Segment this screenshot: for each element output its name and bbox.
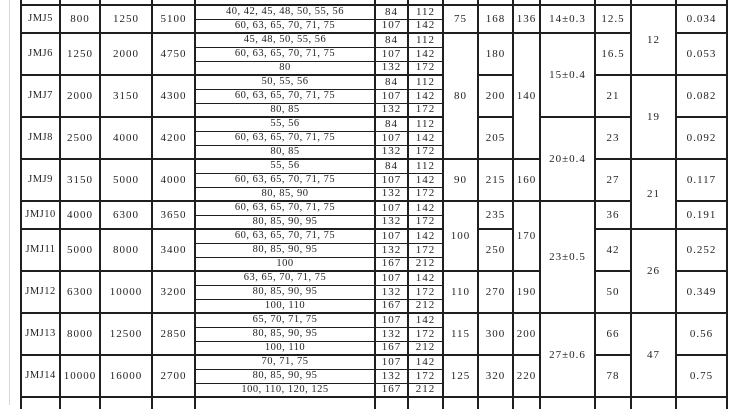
bore-a-cell: 132 — [375, 243, 408, 257]
diameter-list-cell: 100, 110, 120, 125 — [195, 383, 375, 397]
col-f-cell: 21 — [631, 159, 676, 229]
bore-b-cell: 142 — [408, 173, 443, 187]
col-g-cell: 0.191 — [676, 201, 727, 229]
bore-a-cell: 107 — [375, 229, 408, 243]
col2-cell: 5000 — [60, 229, 100, 271]
bore-a-cell: 107 — [375, 313, 408, 327]
diameter-list-cell: 65, 70, 71, 75 — [195, 313, 375, 327]
bore-a-cell: 107 — [375, 173, 408, 187]
col3-cell: 10000 — [100, 271, 152, 313]
col2-cell: 800 — [60, 5, 100, 33]
spec-row-JMJ9-sub1 — [21, 159, 727, 173]
col-e-cell: 27 — [595, 159, 631, 201]
bore-b-cell: 212 — [408, 299, 443, 313]
bore-a-cell: 107 — [375, 355, 408, 369]
bore-a-cell: 107 — [375, 131, 408, 145]
diameter-list-cell: 80, 85, 90, 95 — [195, 285, 375, 299]
diameter-list-cell: 60, 63, 65, 70, 71, 75 — [195, 173, 375, 187]
col-b-cell: 320 — [478, 355, 513, 397]
col-b-cell: 180 — [478, 33, 513, 75]
bore-a-cell: 84 — [375, 159, 408, 173]
tolerance-cell: 27±0.6 — [540, 313, 595, 397]
col-c-cell: 136 — [513, 5, 540, 33]
col-g-cell: 0.349 — [676, 271, 727, 313]
bore-b-cell: 142 — [408, 271, 443, 285]
col-a-cell: 125 — [443, 355, 478, 397]
model-cell: JMJ6 — [21, 33, 60, 75]
col-a-cell: 90 — [443, 159, 478, 201]
bore-b-cell: 142 — [408, 201, 443, 215]
col3-cell: 5000 — [100, 159, 152, 201]
col-e-cell: 21 — [595, 75, 631, 117]
bore-a-cell: 132 — [375, 215, 408, 229]
bore-a-cell: 132 — [375, 103, 408, 117]
col-a-cell: 80 — [443, 33, 478, 159]
bore-b-cell: 142 — [408, 229, 443, 243]
col-g-cell: 0.092 — [676, 117, 727, 159]
spec-row-JMJ10-sub1 — [21, 201, 727, 215]
bore-b-cell: 212 — [408, 341, 443, 355]
scan-artifact-line — [9, 0, 10, 405]
model-cell: JMJ5 — [21, 5, 60, 33]
col-f-cell: 47 — [631, 313, 676, 397]
bore-b-cell: 172 — [408, 285, 443, 299]
col-g-cell: 0.75 — [676, 355, 727, 397]
model-cell: JMJ8 — [21, 117, 60, 159]
col-e-cell: 42 — [595, 229, 631, 271]
diameter-list-cell: 55, 56 — [195, 159, 375, 173]
col3-cell: 3150 — [100, 75, 152, 117]
col-f-cell: 19 — [631, 75, 676, 159]
col-b-cell: 235 — [478, 201, 513, 229]
col2-cell: 1250 — [60, 33, 100, 75]
col4-cell: 4000 — [152, 159, 195, 201]
bore-a-cell: 107 — [375, 271, 408, 285]
col4-cell: 2850 — [152, 313, 195, 355]
diameter-list-cell: 45, 48, 50, 55, 56 — [195, 33, 375, 47]
bore-a-cell: 132 — [375, 61, 408, 75]
model-cell: JMJ12 — [21, 271, 60, 313]
col-c-cell: 200 — [513, 313, 540, 355]
col-b-cell: 215 — [478, 159, 513, 201]
diameter-list-cell: 60, 63, 65, 70, 71, 75 — [195, 201, 375, 215]
bore-b-cell: 172 — [408, 103, 443, 117]
partial-cell — [513, 397, 540, 409]
spec-row-JMJ14-sub1 — [21, 355, 727, 369]
col-b-cell: 270 — [478, 271, 513, 313]
spec-row-JMJ12-sub1 — [21, 271, 727, 285]
col-g-cell: 0.034 — [676, 5, 727, 33]
tolerance-cell: 15±0.4 — [540, 33, 595, 117]
partial-cell — [60, 397, 100, 409]
bore-b-cell: 112 — [408, 159, 443, 173]
col-b-cell: 205 — [478, 117, 513, 159]
diameter-list-cell: 55, 56 — [195, 117, 375, 131]
partial-cell — [595, 397, 631, 409]
coupling-spec-table — [20, 0, 728, 409]
col-b-cell: 200 — [478, 75, 513, 117]
col-a-cell: 100 — [443, 201, 478, 271]
diameter-list-cell: 63, 65, 70, 71, 75 — [195, 271, 375, 285]
col-g-cell: 0.053 — [676, 33, 727, 75]
col-e-cell: 16.5 — [595, 33, 631, 75]
bore-b-cell: 172 — [408, 187, 443, 201]
bore-b-cell: 212 — [408, 257, 443, 271]
col3-cell: 1250 — [100, 5, 152, 33]
bore-b-cell: 212 — [408, 383, 443, 397]
col-g-cell: 0.56 — [676, 313, 727, 355]
bore-a-cell: 84 — [375, 33, 408, 47]
bore-b-cell: 112 — [408, 117, 443, 131]
col-e-cell: 23 — [595, 117, 631, 159]
bottom-partial-row — [21, 397, 727, 409]
col2-cell: 8000 — [60, 313, 100, 355]
partial-cell — [21, 397, 60, 409]
col-g-cell: 0.252 — [676, 229, 727, 271]
diameter-list-cell: 80, 85, 90, 95 — [195, 215, 375, 229]
diameter-list-cell: 80, 85, 90, 95 — [195, 243, 375, 257]
col2-cell: 2500 — [60, 117, 100, 159]
bore-a-cell: 84 — [375, 75, 408, 89]
col-e-cell: 78 — [595, 355, 631, 397]
col-a-cell: 75 — [443, 5, 478, 33]
diameter-list-cell: 80, 85, 90, 95 — [195, 369, 375, 383]
diameter-list-cell: 100 — [195, 257, 375, 271]
bore-b-cell: 172 — [408, 243, 443, 257]
col-f-cell: 12 — [631, 5, 676, 75]
diameter-list-cell: 60, 63, 65, 70, 71, 75 — [195, 19, 375, 33]
diameter-list-cell: 70, 71, 75 — [195, 355, 375, 369]
bore-a-cell: 167 — [375, 383, 408, 397]
col-c-cell: 220 — [513, 355, 540, 397]
col-c-cell: 140 — [513, 33, 540, 159]
col3-cell: 6300 — [100, 201, 152, 229]
col4-cell: 5100 — [152, 5, 195, 33]
col-g-cell: 0.082 — [676, 75, 727, 117]
tolerance-cell: 14±0.3 — [540, 5, 595, 33]
col4-cell: 4200 — [152, 117, 195, 159]
col3-cell: 4000 — [100, 117, 152, 159]
partial-cell — [195, 397, 375, 409]
col-b-cell: 168 — [478, 5, 513, 33]
bore-b-cell: 172 — [408, 215, 443, 229]
col4-cell: 3200 — [152, 271, 195, 313]
col3-cell: 8000 — [100, 229, 152, 271]
col-b-cell: 300 — [478, 313, 513, 355]
bore-a-cell: 167 — [375, 257, 408, 271]
col2-cell: 3150 — [60, 159, 100, 201]
col2-cell: 10000 — [60, 355, 100, 397]
col-c-cell: 160 — [513, 159, 540, 201]
partial-cell — [152, 397, 195, 409]
diameter-list-cell: 50, 55, 56 — [195, 75, 375, 89]
bore-b-cell: 172 — [408, 369, 443, 383]
partial-cell — [443, 397, 478, 409]
col4-cell: 4300 — [152, 75, 195, 117]
bore-a-cell: 107 — [375, 19, 408, 33]
col4-cell: 2700 — [152, 355, 195, 397]
bore-b-cell: 142 — [408, 355, 443, 369]
diameter-list-cell: 80, 85 — [195, 103, 375, 117]
tolerance-cell: 23±0.5 — [540, 201, 595, 313]
bore-b-cell: 112 — [408, 5, 443, 19]
bore-a-cell: 167 — [375, 299, 408, 313]
diameter-list-cell: 60, 63, 65, 70, 71, 75 — [195, 89, 375, 103]
bore-a-cell: 132 — [375, 285, 408, 299]
bore-b-cell: 142 — [408, 47, 443, 61]
model-cell: JMJ14 — [21, 355, 60, 397]
bore-a-cell: 132 — [375, 145, 408, 159]
partial-cell — [408, 397, 443, 409]
diameter-list-cell: 60, 63, 65, 70, 71, 75 — [195, 47, 375, 61]
diameter-list-cell: 60, 63, 65, 70, 71, 75 — [195, 229, 375, 243]
col-g-cell: 0.117 — [676, 159, 727, 201]
bore-b-cell: 142 — [408, 313, 443, 327]
col3-cell: 16000 — [100, 355, 152, 397]
col2-cell: 4000 — [60, 201, 100, 229]
col-e-cell: 50 — [595, 271, 631, 313]
bore-b-cell: 142 — [408, 131, 443, 145]
partial-cell — [540, 397, 595, 409]
col-a-cell: 115 — [443, 313, 478, 355]
bore-b-cell: 142 — [408, 89, 443, 103]
col4-cell: 4750 — [152, 33, 195, 75]
spec-row-JMJ7-sub1 — [21, 75, 727, 89]
bore-a-cell: 84 — [375, 5, 408, 19]
diameter-list-cell: 80, 85, 90, 95 — [195, 327, 375, 341]
partial-cell — [631, 397, 676, 409]
col-c-cell: 170 — [513, 201, 540, 271]
diameter-list-cell: 60, 63, 65, 70, 71, 75 — [195, 131, 375, 145]
model-cell: JMJ13 — [21, 313, 60, 355]
model-cell: JMJ9 — [21, 159, 60, 201]
col3-cell: 12500 — [100, 313, 152, 355]
model-cell: JMJ7 — [21, 75, 60, 117]
bore-a-cell: 107 — [375, 47, 408, 61]
col-e-cell: 66 — [595, 313, 631, 355]
col2-cell: 6300 — [60, 271, 100, 313]
col3-cell: 2000 — [100, 33, 152, 75]
partial-cell — [676, 397, 727, 409]
col-e-cell: 12.5 — [595, 5, 631, 33]
partial-cell — [375, 397, 408, 409]
partial-cell — [478, 397, 513, 409]
spec-row-JMJ8-sub1 — [21, 117, 727, 131]
bore-b-cell: 172 — [408, 327, 443, 341]
diameter-list-cell: 100, 110 — [195, 341, 375, 355]
model-cell: JMJ11 — [21, 229, 60, 271]
spec-row-JMJ5-sub1 — [21, 5, 727, 19]
bore-a-cell: 167 — [375, 341, 408, 355]
col4-cell: 3400 — [152, 229, 195, 271]
bore-b-cell: 112 — [408, 75, 443, 89]
spec-row-JMJ13-sub1 — [21, 313, 727, 327]
col-c-cell: 190 — [513, 271, 540, 313]
col-b-cell: 250 — [478, 229, 513, 271]
tolerance-cell: 20±0.4 — [540, 117, 595, 201]
col4-cell: 3650 — [152, 201, 195, 229]
col-e-cell: 36 — [595, 201, 631, 229]
spec-row-JMJ6-sub1 — [21, 33, 727, 47]
bore-b-cell: 112 — [408, 33, 443, 47]
diameter-list-cell: 80, 85 — [195, 145, 375, 159]
partial-cell — [100, 397, 152, 409]
bore-b-cell: 142 — [408, 19, 443, 33]
bore-a-cell: 107 — [375, 201, 408, 215]
bore-a-cell: 132 — [375, 187, 408, 201]
diameter-list-cell: 100, 110 — [195, 299, 375, 313]
diameter-list-cell: 80, 85, 90 — [195, 187, 375, 201]
col-a-cell: 110 — [443, 271, 478, 313]
diameter-list-cell: 80 — [195, 61, 375, 75]
bore-a-cell: 132 — [375, 369, 408, 383]
spec-row-JMJ11-sub1 — [21, 229, 727, 243]
bore-a-cell: 84 — [375, 117, 408, 131]
diameter-list-cell: 40, 42, 45, 48, 50, 55, 56 — [195, 5, 375, 19]
bore-a-cell: 132 — [375, 327, 408, 341]
col2-cell: 2000 — [60, 75, 100, 117]
bore-a-cell: 107 — [375, 89, 408, 103]
bore-b-cell: 172 — [408, 145, 443, 159]
model-cell: JMJ10 — [21, 201, 60, 229]
col-f-cell: 26 — [631, 229, 676, 313]
bore-b-cell: 172 — [408, 61, 443, 75]
